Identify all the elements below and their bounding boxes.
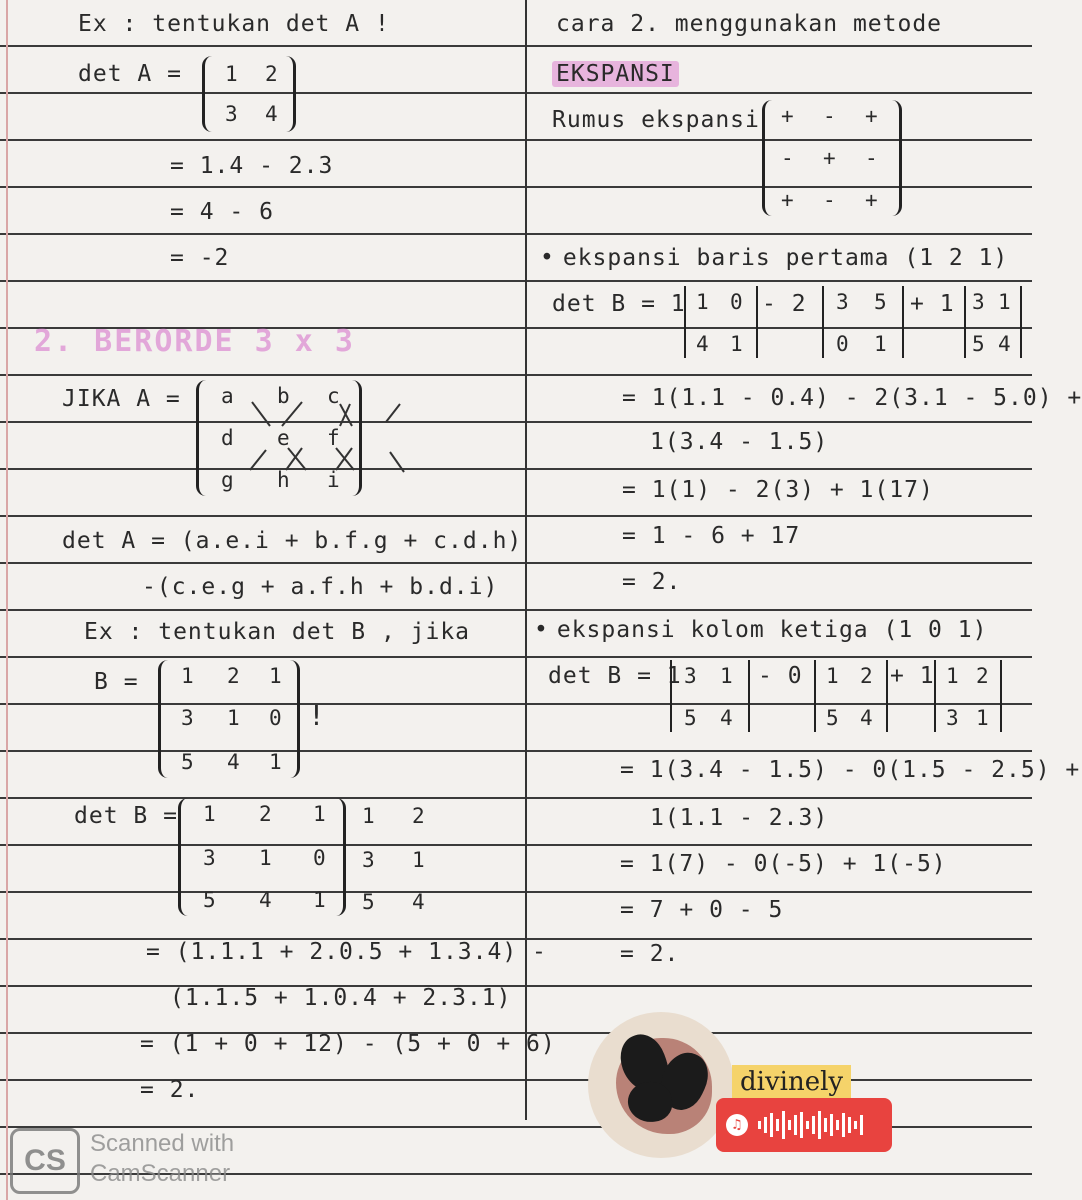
matrix-cell: 0: [836, 332, 849, 356]
matrix-cell: 2: [976, 664, 989, 688]
matrix-cell: 1: [181, 664, 194, 688]
step-line: = 1(1.1 - 0.4) - 2(3.1 - 5.0) +: [622, 385, 1082, 411]
minor-determinant: [934, 660, 1002, 732]
extra-column-cell: 1: [412, 848, 425, 872]
matrix-b: [158, 660, 300, 778]
matrix-cell: 4: [227, 750, 240, 774]
camscanner-logo: CS: [10, 1128, 80, 1194]
sign-cell: +: [865, 104, 878, 128]
divinely-label: divinely: [732, 1065, 851, 1099]
matrix-cell: 1: [720, 664, 733, 688]
soundwave-icon: [758, 1110, 863, 1140]
matrix-cell: 4: [259, 888, 272, 912]
jika-a-label: JIKA A =: [62, 386, 181, 412]
section-heading-3x3: 2. BERORDE 3 x 3: [34, 324, 355, 359]
matrix-cell: 5: [972, 332, 985, 356]
matrix-cell: 3: [836, 290, 849, 314]
matrix-cell: 1: [259, 846, 272, 870]
operator: + 1: [910, 291, 955, 317]
extra-column-cell: 3: [362, 848, 375, 872]
extra-column-cell: 1: [362, 804, 375, 828]
matrix-cell: 1: [225, 62, 238, 86]
expansion-row-heading: • ekspansi baris pertama (1 2 1): [540, 244, 1008, 272]
matrix-cell: 4: [720, 706, 733, 730]
step-line: (1.1.5 + 1.0.4 + 2.3.1): [170, 985, 512, 1011]
matrix-cell: 4: [265, 102, 278, 126]
matrix-cell: 5: [181, 750, 194, 774]
matrix-cell: 5: [203, 888, 216, 912]
matrix-cell: 5: [826, 706, 839, 730]
sign-matrix: [762, 100, 902, 216]
b-equals-label: B =: [94, 669, 139, 695]
matrix-cell: 2: [860, 664, 873, 688]
matrix-cell: 1: [269, 664, 282, 688]
sarrus-matrix: [178, 798, 346, 916]
matrix-cell: 2: [227, 664, 240, 688]
matrix-cell: 0: [313, 846, 326, 870]
spotify-icon: ♫: [726, 1114, 748, 1136]
operator: - 0: [758, 663, 803, 689]
matrix-cell: 1: [826, 664, 839, 688]
margin-line: [6, 0, 8, 1200]
det-b-label: det B =: [74, 803, 178, 829]
sign-cell: +: [823, 146, 836, 170]
matrix-a-2x2: [202, 56, 296, 132]
step-line: = (1.1.1 + 2.0.5 + 1.3.4) -: [146, 939, 547, 965]
extra-column-cell: 4: [412, 890, 425, 914]
matrix-cell: 3: [181, 706, 194, 730]
matrix-cell: 3: [946, 706, 959, 730]
ekspansi-highlight: EKSPANSI: [552, 61, 679, 87]
step-line: = 1(7) - 0(-5) + 1(-5): [620, 851, 947, 877]
example-2-title: Ex : tentukan det B , jika: [84, 619, 471, 645]
step-line: = 7 + 0 - 5: [620, 897, 784, 923]
step-line: 1(1.1 - 2.3): [650, 805, 829, 831]
matrix-cell: 3: [225, 102, 238, 126]
step-line: = -2: [170, 245, 230, 271]
step-line: = 2.: [140, 1077, 200, 1103]
watermark-line1: Scanned with: [90, 1130, 235, 1157]
matrix-cell: g: [221, 468, 234, 492]
matrix-cell: 1: [998, 290, 1011, 314]
sign-cell: -: [823, 104, 836, 128]
sarrus-formula-line1: det A = (a.e.i + b.f.g + c.d.h): [62, 528, 523, 554]
matrix-cell: 4: [860, 706, 873, 730]
det-b-label: det B = 1: [552, 291, 686, 317]
ekspansi-heading: [552, 60, 679, 88]
sign-cell: +: [865, 188, 878, 212]
matrix-cell: 2: [259, 802, 272, 826]
minor-determinant: [964, 286, 1022, 358]
matrix-cell: 4: [696, 332, 709, 356]
step-line: = 1(3.4 - 1.5) - 0(1.5 - 2.5) +: [620, 757, 1081, 783]
step-line: = 2.: [622, 569, 682, 595]
spotify-code-sticker: [716, 1098, 892, 1152]
extra-column-cell: 5: [362, 890, 375, 914]
matrix-cell: 5: [684, 706, 697, 730]
matrix-cell: 3: [203, 846, 216, 870]
rumus-ekspansi-label: Rumus ekspansi: [552, 107, 760, 133]
step-line: = 1(1) - 2(3) + 1(17): [622, 477, 934, 503]
matrix-cell: 1: [313, 802, 326, 826]
leaf-sticker: [588, 1012, 734, 1158]
operator: + 1: [890, 663, 935, 689]
matrix-cell: h: [277, 468, 290, 492]
sign-cell: +: [781, 104, 794, 128]
step-line: = 4 - 6: [170, 199, 274, 225]
example-1-title: Ex : tentukan det A !: [78, 11, 390, 37]
step-line: = 2.: [620, 941, 680, 967]
matrix-cell: f: [327, 426, 340, 450]
matrix-cell: 1: [696, 290, 709, 314]
matrix-cell: c: [327, 384, 340, 408]
matrix-cell: 1: [269, 750, 282, 774]
matrix-cell: 1: [874, 332, 887, 356]
sign-cell: -: [865, 146, 878, 170]
matrix-cell: e: [277, 426, 290, 450]
step-line: = (1 + 0 + 12) - (5 + 0 + 6): [140, 1031, 556, 1057]
step-line: = 1 - 6 + 17: [622, 523, 801, 549]
matrix-cell: 1: [976, 706, 989, 730]
matrix-cell: i: [327, 468, 340, 492]
exclamation: !: [308, 699, 326, 732]
det-b-label: det B = 1: [548, 663, 682, 689]
matrix-cell: 3: [684, 664, 697, 688]
matrix-cell: 0: [730, 290, 743, 314]
expansion-column-heading: • ekspansi kolom ketiga (1 0 1): [534, 616, 987, 644]
matrix-cell: d: [221, 426, 234, 450]
matrix-cell: a: [221, 384, 234, 408]
minor-determinant: [814, 660, 888, 732]
extra-column-cell: 2: [412, 804, 425, 828]
step-line: = 1.4 - 2.3: [170, 153, 334, 179]
minor-determinant: [684, 286, 758, 358]
matrix-cell: 1: [203, 802, 216, 826]
matrix-cell: 4: [998, 332, 1011, 356]
step-line: 1(3.4 - 1.5): [650, 429, 829, 455]
matrix-cell: 1: [227, 706, 240, 730]
matrix-cell: 1: [730, 332, 743, 356]
matrix-cell: 3: [972, 290, 985, 314]
operator: - 2: [762, 291, 807, 317]
matrix-cell: b: [277, 384, 290, 408]
matrix-cell: 5: [874, 290, 887, 314]
sign-cell: -: [823, 188, 836, 212]
minor-determinant: [822, 286, 904, 358]
det-a-label: det A =: [78, 61, 182, 87]
sarrus-formula-line2: -(c.e.g + a.f.h + b.d.i): [142, 574, 499, 600]
matrix-cell: 0: [269, 706, 282, 730]
minor-determinant: [670, 660, 750, 732]
method-2-title: cara 2. menggunakan metode: [556, 11, 943, 37]
sarrus-arrows-icon: [240, 392, 420, 482]
sign-cell: +: [781, 188, 794, 212]
matrix-cell: 2: [265, 62, 278, 86]
sign-cell: -: [781, 146, 794, 170]
matrix-cell: 1: [313, 888, 326, 912]
matrix-cell: 1: [946, 664, 959, 688]
watermark-line2: CamScanner: [90, 1160, 231, 1187]
